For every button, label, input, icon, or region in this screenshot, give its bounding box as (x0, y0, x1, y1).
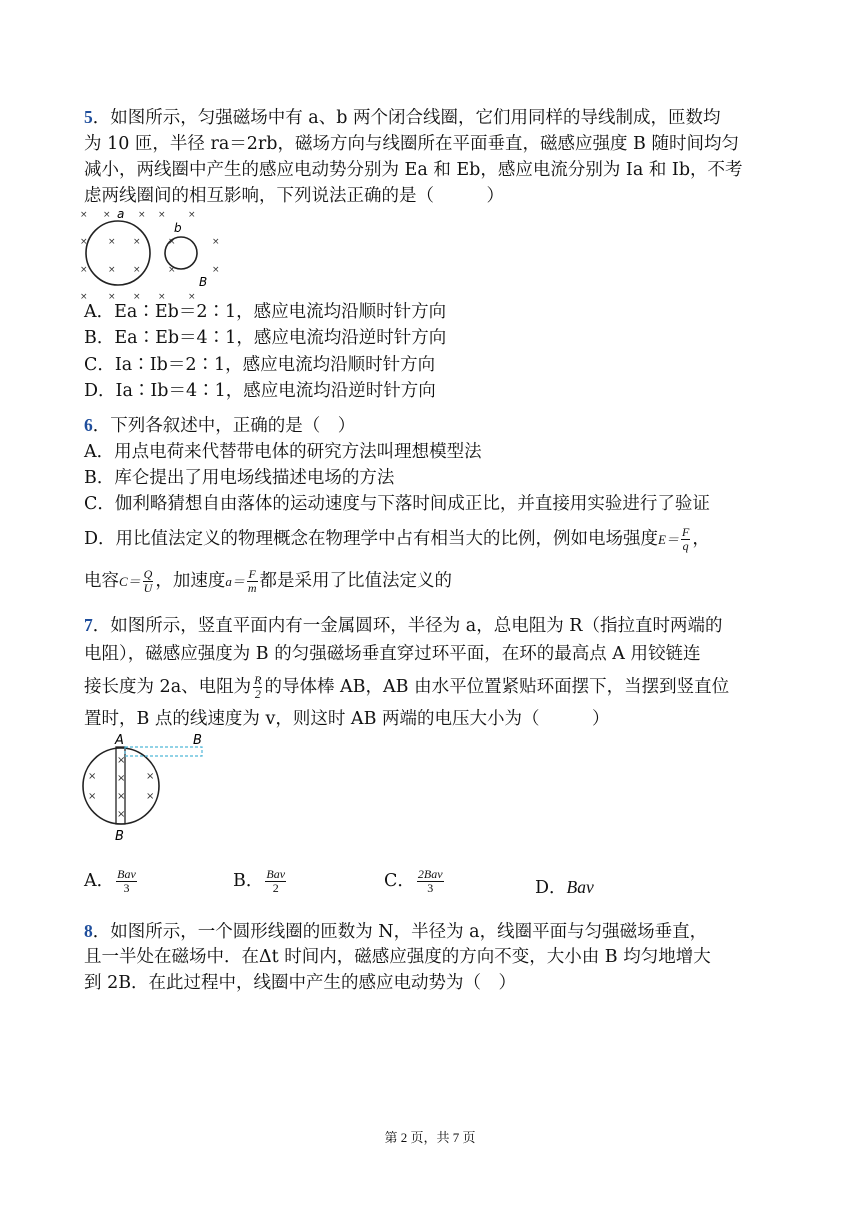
q6-option-c: C．伽利略猜想自由落体的运动速度与下落时间成正比，并直接用实验进行了验证 (84, 494, 710, 514)
svg-text:×: × (117, 791, 126, 802)
svg-text:×: × (168, 265, 176, 275)
formula-C-lhs: C＝ (119, 574, 141, 589)
svg-text:×: × (133, 265, 141, 275)
formula-R-over-2: $\frac{R}{2}$ (254, 673, 262, 701)
q5-line-3: 减小，两线圈中产生的感应电动势分别为 Ea 和 Eb，感应电流分别为 Ia 和 Ib，不考 (84, 160, 743, 180)
svg-text:×: × (80, 210, 88, 220)
svg-text:×: × (88, 771, 97, 782)
q6-option-d-line-2: 电容C＝ $\frac{Q}{U}$ ，加速度a＝ $\frac{F}{m}$ 都是采用了比值法定义的 (84, 567, 453, 595)
svg-text:×: × (188, 210, 196, 220)
q7-line-3: 接长度为 2a、电阻为 $\frac{R}{2}$ 的导体棒 AB，AB 由水平位置紧贴环面摆下，当摆到竖直位 (84, 673, 730, 701)
coil-b (165, 237, 197, 269)
q6-number: 6 (84, 415, 93, 435)
coil-a-label: a (117, 208, 125, 221)
svg-text:×: × (117, 755, 126, 766)
svg-text:×: × (80, 292, 88, 300)
q5-number: 5 (84, 107, 93, 127)
svg-text:×: × (158, 210, 166, 220)
point-B-bottom-label: B (115, 829, 124, 844)
formula-a-fraction: $\frac{F}{m}$ (247, 567, 257, 595)
q8-line-2: 且一半处在磁场中．在Δt 时间内，磁感应强度的方向不变，大小由 B 均匀地增大 (84, 947, 711, 967)
svg-text:×: × (88, 791, 97, 802)
svg-text:×: × (212, 237, 220, 247)
q5-option-d: D．Ia∶Ib＝4∶1，感应电流均沿逆时针方向 (84, 381, 436, 401)
svg-text:×: × (80, 265, 88, 275)
svg-text:×: × (117, 809, 126, 820)
q8-line-3: 到 2B．在此过程中，线圈中产生的感应电动势为（ ） (84, 973, 517, 993)
q5-line-4: 虑两线圈间的相互影响，下列说法正确的是（ ） (84, 186, 504, 206)
q7-option-d: D．Bav (535, 877, 594, 898)
q7-number: 7 (84, 615, 93, 635)
formula-a-lhs: a＝ (225, 574, 245, 589)
q5-option-a: A．Ea∶Eb＝2∶1，感应电流均沿顺时针方向 (84, 302, 447, 322)
svg-text:×: × (168, 237, 176, 247)
q5-option-c: C．Ia∶Ib＝2∶1，感应电流均沿顺时针方向 (84, 355, 436, 375)
page-footer: 第 2 页，共 7 页 (384, 1130, 476, 1145)
q8-line-1 (84, 918, 707, 945)
svg-text:×: × (138, 210, 146, 220)
svg-text:×: × (133, 237, 141, 247)
field-B-label: B (199, 275, 208, 289)
coil-b-label: b (174, 221, 182, 235)
q5-line-1 (84, 104, 721, 131)
q7-option-c: C． $\frac{\text{2Bav}}{3}$ (384, 867, 443, 895)
q6-option-b: B．库仑提出了用电场线描述电场的方法 (84, 468, 395, 488)
svg-text:×: × (103, 210, 111, 220)
q7-stem-1: ．如图所示，竖直平面内有一金属圆环，半径为 a，总电阻为 R（指拉直时两端的 (92, 616, 723, 636)
svg-text:×: × (108, 292, 116, 300)
svg-text:×: × (133, 292, 141, 300)
svg-text:×: × (212, 265, 220, 275)
formula-E-lhs: E＝ (658, 532, 679, 547)
formula-C-fraction: $\frac{Q}{U}$ (143, 567, 153, 595)
q5-stem-1: ．如图所示，匀强磁场中有 a、b 两个闭合线圈，它们用同样的导线制成，匝数均 (92, 108, 721, 128)
q6-stem-text: ．下列各叙述中，正确的是（ ） (92, 416, 356, 436)
q8-stem-1: ．如图所示，一个圆形线圈的匝数为 N，半径为 a，线圈平面与匀强磁场垂直， (92, 922, 708, 942)
q7-line-4: 置时，B 点的线速度为 v，则这时 AB 两端的电压大小为（ ） (84, 709, 610, 729)
coil-a (86, 221, 150, 285)
q5-figure-two-coils (78, 208, 223, 300)
svg-text:×: × (108, 237, 116, 247)
formula-E-fraction: $\frac{F}{q}$ (681, 525, 690, 553)
svg-text:×: × (80, 237, 88, 247)
q7-line-1 (84, 612, 722, 639)
svg-text:×: × (146, 791, 155, 802)
q7-figure-ring-rod (76, 730, 216, 846)
q6-stem (84, 412, 355, 439)
q7-field-crosses (88, 755, 154, 820)
svg-text:×: × (117, 773, 126, 784)
q8-number: 8 (84, 921, 93, 941)
point-B-top-label: B (193, 733, 202, 748)
q7-option-b: B． $\frac{\text{Bav}}{2}$ (233, 867, 286, 895)
q6-option-d-line-1: D．用比值法定义的物理概念在物理学中占有相当大的比例，例如电场强度E＝ $\frac{F}{q}$ ， (84, 525, 710, 553)
svg-text:×: × (108, 265, 116, 275)
q6-option-a: A．用点电荷来代替带电体的研究方法叫理想模型法 (84, 442, 482, 462)
point-A-label: A (115, 733, 124, 748)
q5-line-2: 为 10 匝，半径 ra＝2rb，磁场方向与线圈所在平面垂直，磁感应强度 B 随时间均匀 (84, 134, 739, 154)
svg-text:×: × (158, 292, 166, 300)
q6-option-d-text: D．用比值法定义的物理概念在物理学中占有相当大的比例，例如电场强度 (84, 529, 659, 549)
q7-option-a: A． $\frac{\text{Bav}}{3}$ (84, 867, 136, 895)
q5-option-b: B．Ea∶Eb＝4∶1，感应电流均沿逆时针方向 (84, 328, 447, 348)
svg-text:×: × (188, 292, 196, 300)
q7-line-2: 电阻），磁感应强度为 B 的匀强磁场垂直穿过环平面，在环的最高点 A 用铰链连 (84, 644, 701, 664)
svg-text:×: × (146, 771, 155, 782)
